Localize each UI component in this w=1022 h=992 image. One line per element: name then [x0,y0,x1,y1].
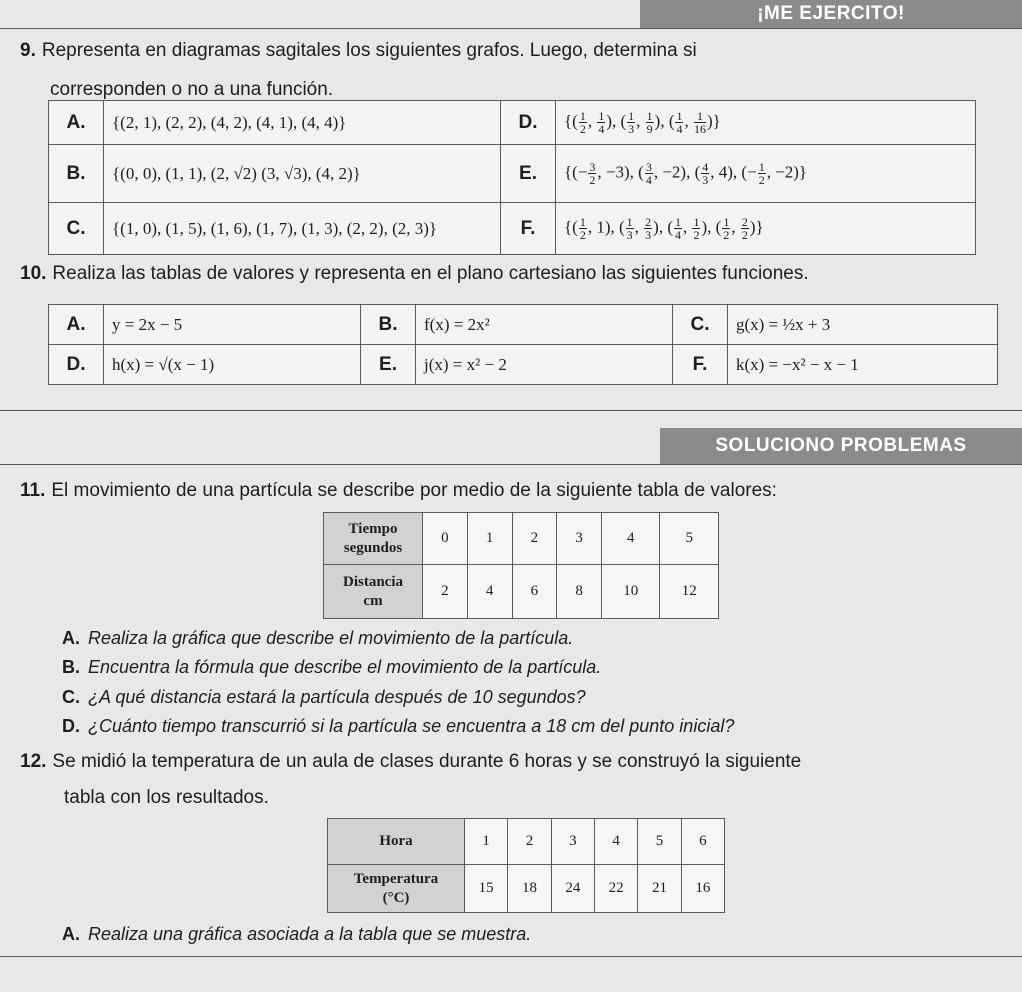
section-banner-soluciono-problemas: SOLUCIONO PROBLEMAS [660,428,1022,464]
set-c: {(1, 0), (1, 5), (1, 6), (1, 7), (1, 3), (2, 2), (2, 3)} [104,203,501,255]
table-row [324,565,719,619]
problem-10-table [48,304,998,385]
divider [0,464,1022,465]
row-header: Tiempo segundos [324,513,423,565]
item-letter: A. [49,101,104,145]
item-letter: C. [49,203,104,255]
set-b: {(0, 0), (1, 1), (2, √2) (3, √3), (4, 2)} [104,145,501,203]
table-cell: 2 [512,513,557,565]
divider [0,956,1022,957]
table-row [49,145,976,203]
problem-12-line1: 12. Se midió la temperatura de un aula de clases durante 6 horas y se construyó la siguiente [20,751,802,772]
table-cell: 4 [594,819,637,865]
table-cell: 1 [467,513,512,565]
table-11 [323,512,719,619]
set-d: {( $\frac{1}{2}$ , $\frac{1}{4}$ ), ( $\frac{1}{3}$ , $\frac{1}{9}$ ), ( $\frac{1}{4}$ , $\frac{1}{16}$ )} [556,101,976,145]
table-cell: 4 [467,565,512,619]
set-e: {(− $\frac{3}{2}$ , −3), ( $\frac{3}{4}$ , −2), ( $\frac{4}{3}$ , 4), (− $\frac{1}{2}$ , −2)} [556,145,976,203]
problem-12-item-a: A. Realiza una gráfica asociada a la tabla que se muestra. [62,924,532,944]
problem-11-item-b: B. Encuentra la fórmula que describe el movimiento de la partícula. [62,657,602,677]
item-letter: D. [49,345,104,385]
table-cell: 2 [423,565,468,619]
problem-9-line1: 9. Representa en diagramas sagitales los siguientes grafos. Luego, determina si [20,40,697,61]
table-row [49,305,998,345]
item-letter: F. [673,345,728,385]
table-cell: 5 [638,819,681,865]
table-cell: 21 [638,865,681,913]
table-row [328,819,725,865]
item-letter: C. [673,305,728,345]
row-header: Temperatura (°C) [328,865,465,913]
table-cell: 10 [602,565,660,619]
section-banner-me-ejercito: ¡ME EJERCITO! [640,0,1022,28]
table-cell: 3 [551,819,594,865]
table-12 [327,818,725,913]
table-cell: 6 [681,819,724,865]
problem-10-text: 10. Realiza las tablas de valores y representa en el plano cartesiano las siguientes funciones. [20,263,809,284]
problem-11-text: 11. El movimiento de una partícula se describe por medio de la siguiente tabla de valores: [20,480,777,501]
problem-9-table [48,100,976,255]
table-cell: 2 [508,819,551,865]
problem-9-line2: corresponden o no a una función. [50,79,334,100]
item-letter: A. [49,305,104,345]
table-cell: 24 [551,865,594,913]
function-a: y = 2x − 5 [104,305,361,345]
item-letter: B. [361,305,416,345]
table-row [49,345,998,385]
problem-11-item-d: D. ¿Cuánto tiempo transcurrió si la partícula se encuentra a 18 cm del punto inicial? [62,716,735,736]
table-row [49,203,976,255]
table-cell: 4 [602,513,660,565]
problem-12-line2: tabla con los resultados. [64,787,269,808]
table-cell: 8 [557,565,602,619]
table-cell: 5 [660,513,719,565]
table-cell: 0 [423,513,468,565]
item-letter: E. [361,345,416,385]
row-header: Distancia cm [324,565,423,619]
table-row [49,101,976,145]
problem-11-item-c: C. ¿A qué distancia estará la partícula después de 10 segundos? [62,687,586,707]
set-a: {(2, 1), (2, 2), (4, 2), (4, 1), (4, 4)} [104,101,501,145]
function-b: f(x) = 2x² [416,305,673,345]
item-letter: D. [501,101,556,145]
table-cell: 18 [508,865,551,913]
function-f: k(x) = −x² − x − 1 [728,345,998,385]
table-cell: 1 [465,819,508,865]
function-d: h(x) = √(x − 1) [104,345,361,385]
divider [0,410,1022,411]
problem-11-item-a: A. Realiza la gráfica que describe el movimiento de la partícula. [62,628,574,648]
table-cell: 22 [594,865,637,913]
item-letter: B. [49,145,104,203]
table-cell: 15 [465,865,508,913]
item-letter: E. [501,145,556,203]
table-cell: 3 [557,513,602,565]
set-f: {( $\frac{1}{2}$ , 1), ( $\frac{1}{3}$ , $\frac{2}{3}$ ), ( $\frac{1}{4}$ , $\frac{1}{2}$ ), ( $\frac{1}{2}$ , $\frac{2}{2}$ )} [556,203,976,255]
divider [0,28,1022,29]
table-cell: 6 [512,565,557,619]
table-row [328,865,725,913]
row-header: Hora [328,819,465,865]
table-row [324,513,719,565]
item-letter: F. [501,203,556,255]
table-cell: 16 [681,865,724,913]
table-cell: 12 [660,565,719,619]
function-c: g(x) = ½x + 3 [728,305,998,345]
function-e: j(x) = x² − 2 [416,345,673,385]
